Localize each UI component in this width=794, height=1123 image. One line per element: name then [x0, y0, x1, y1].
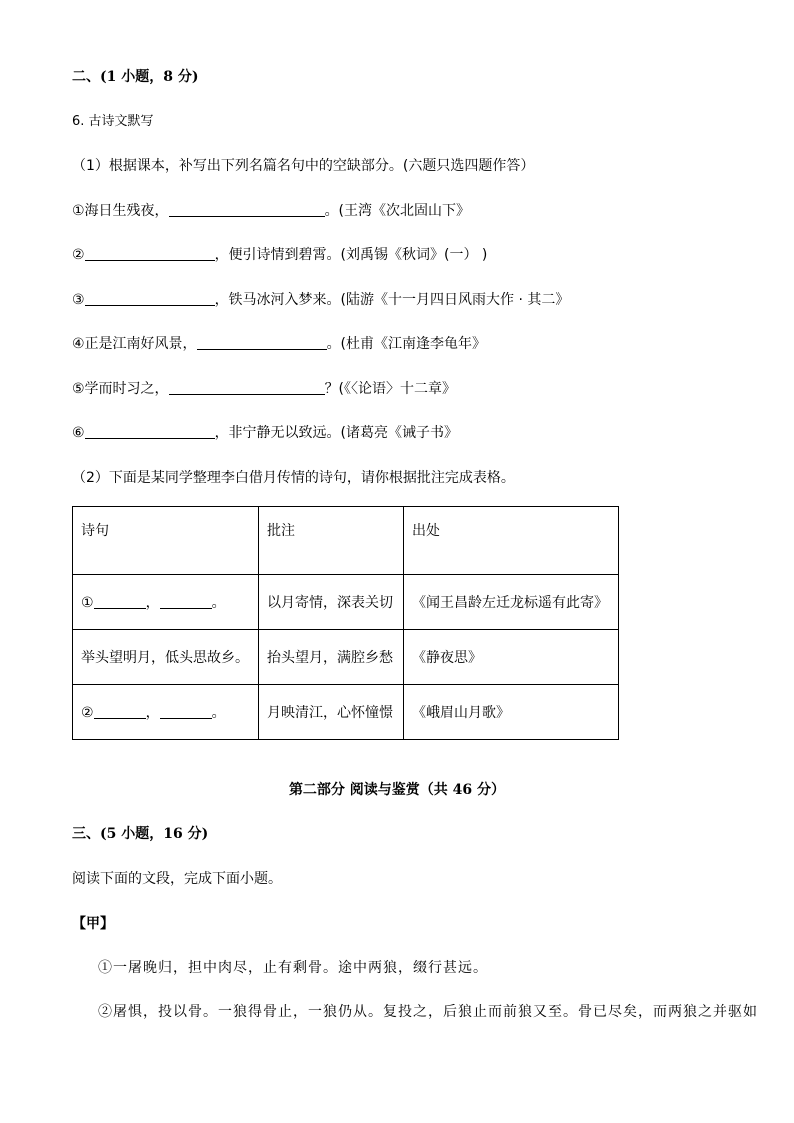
passage-paragraph-2: ②屠惧，投以骨。一狼得骨止，一狼仍从。复投之，后狼止而前狼又至。骨已尽矣，而两狼之并驱如	[98, 1004, 758, 1020]
header-source: 出处	[404, 507, 619, 575]
cell-prefix: ①	[81, 595, 94, 611]
cell-end: 。	[211, 595, 226, 611]
note-cell: 月映清江，心怀憧憬	[259, 685, 404, 740]
note-cell: 以月寄情，深表关切	[259, 575, 404, 630]
answer-blank[interactable]	[169, 202, 325, 217]
source-cell: 《闻王昌龄左迁龙标遥有此寄》	[404, 575, 619, 630]
fill-item-5	[72, 379, 456, 399]
table-row	[73, 575, 619, 630]
answer-blank[interactable]	[94, 704, 146, 719]
section-heading: 三、(5 小题，16 分)	[72, 826, 209, 842]
source-cell: 《静夜思》	[404, 630, 619, 685]
item-text: ⑥	[72, 425, 85, 441]
table-row	[73, 685, 619, 740]
item-source: 。(杜甫《江南逢李龟年》	[326, 336, 487, 352]
cell-sep: ，	[145, 705, 160, 721]
cell-prefix: ②	[81, 705, 94, 721]
fill-item-1	[72, 201, 470, 221]
fill-item-3	[72, 290, 569, 310]
item-source: ？(《〈论语〉十二章》	[324, 381, 457, 397]
header-note: 批注	[259, 507, 404, 575]
fill-item-2	[72, 245, 487, 265]
answer-blank[interactable]	[160, 594, 212, 609]
item-text: ⑤学而时习之，	[72, 381, 169, 397]
answer-blank[interactable]	[94, 594, 146, 609]
answer-blank[interactable]	[85, 246, 215, 261]
item-source: ，铁马冰河入梦来。(陆游《十一月四日风雨大作 · 其二》	[214, 292, 570, 308]
table-row	[73, 630, 619, 685]
fill-item-4	[72, 334, 486, 354]
poem-cell	[73, 685, 259, 740]
item-source: ，非宁静无以致远。(诸葛亮《诫子书》	[214, 425, 459, 441]
poem-cell	[73, 575, 259, 630]
answer-blank[interactable]	[85, 424, 215, 439]
item-source: 。(王湾《次北固山下》	[324, 203, 471, 219]
item-text: ③	[72, 292, 85, 308]
passage-label: 【甲】	[72, 916, 114, 932]
section-heading: 二、(1 小题，8 分)	[72, 69, 199, 85]
cell-sep: ，	[145, 595, 160, 611]
item-text: ①海日生残夜，	[72, 203, 169, 219]
header-poem: 诗句	[73, 507, 259, 575]
cell-end: 。	[211, 705, 226, 721]
answer-blank[interactable]	[85, 291, 215, 306]
part1-instruction: （1）根据课本，补写出下列名篇名句中的空缺部分。(六题只选四题作答）	[72, 158, 535, 174]
answer-blank[interactable]	[160, 704, 212, 719]
item-source: ，便引诗情到碧霄。(刘禹锡《秋词》(一） )	[214, 247, 488, 263]
source-cell: 《峨眉山月歌》	[404, 685, 619, 740]
item-text: ②	[72, 247, 85, 263]
passage-paragraph-1: ①一屠晚归，担中肉尽，止有剩骨。途中两狼，缀行甚远。	[98, 960, 488, 976]
part-title: 第二部分 阅读与鉴赏（共 46 分）	[288, 782, 506, 798]
poem-cell: 举头望明月，低头思故乡。	[73, 630, 259, 685]
note-cell: 抬头望月，满腔乡愁	[259, 630, 404, 685]
part2-instruction: （2）下面是某同学整理李白借月传情的诗句，请你根据批注完成表格。	[72, 470, 515, 486]
poem-table	[72, 506, 619, 740]
reading-instruction: 阅读下面的文段，完成下面小题。	[72, 871, 282, 887]
answer-blank[interactable]	[169, 380, 325, 395]
table-header-row	[73, 507, 619, 575]
question-title: 6. 古诗文默写	[72, 114, 154, 129]
item-text: ④正是江南好风景，	[72, 336, 197, 352]
answer-blank[interactable]	[197, 335, 327, 350]
fill-item-6	[72, 423, 458, 443]
